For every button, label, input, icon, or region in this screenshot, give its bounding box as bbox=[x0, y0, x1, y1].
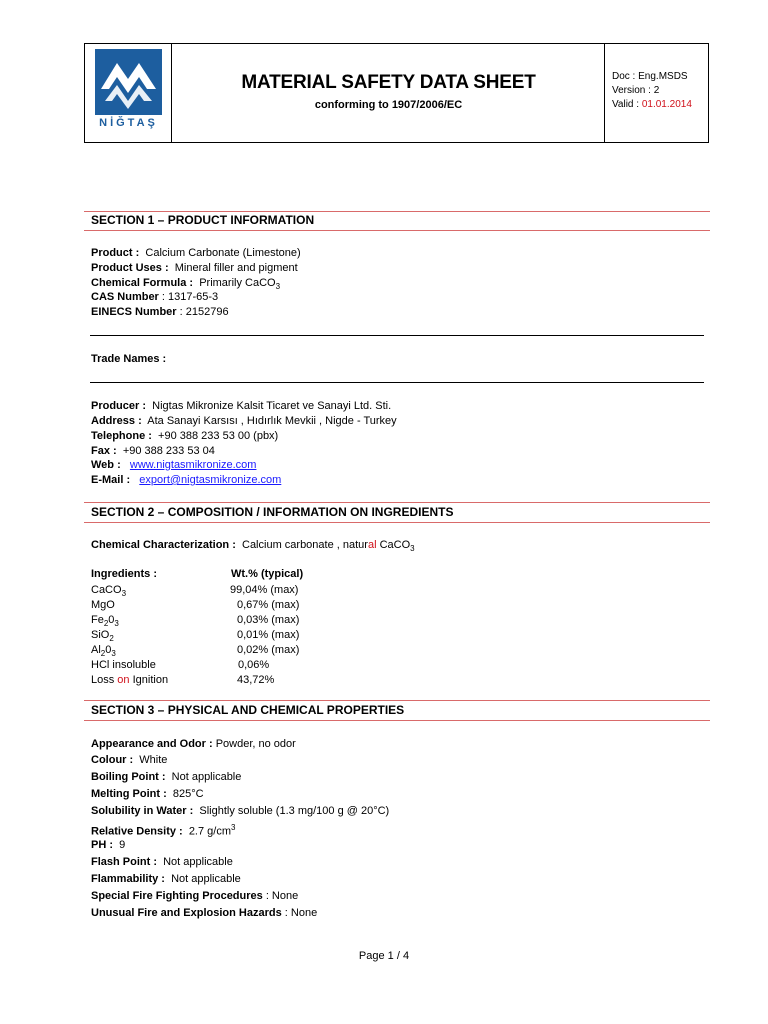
ingredient-value: 0,67% (max) bbox=[237, 599, 300, 611]
ingredient-value: 0,02% (max) bbox=[237, 644, 300, 656]
section2-top-rule bbox=[84, 502, 710, 503]
property-row: Colour : White bbox=[91, 754, 168, 766]
web-link[interactable]: www.nigtasmikronize.com bbox=[129, 459, 257, 471]
property-row: Boiling Point : Not applicable bbox=[91, 771, 242, 783]
logo-cell bbox=[85, 44, 172, 142]
cas-number-row: CAS Number : 1317-65-3 bbox=[91, 291, 219, 303]
email-row: E-Mail : export@nigtasmikronize.com bbox=[91, 474, 282, 486]
page-subtitle: conforming to 1907/2006/EC bbox=[314, 99, 463, 111]
product-row: Product : Calcium Carbonate (Limestone) bbox=[91, 247, 301, 259]
address-row: Address : Ata Sanayi Karsısı , Hıdırlık Mevkii , Nigde - Turkey bbox=[91, 415, 397, 427]
ingredient-name: $Al_20_3$ bbox=[91, 644, 116, 659]
telephone-row: Telephone : +90 388 233 53 00 (pbx) bbox=[91, 430, 279, 442]
einecs-number-row: EINECS Number : 2152796 bbox=[91, 306, 229, 318]
chemical-characterization-row: Chemical Characterization : Calcium carbonate , natural CaCO$_3$ bbox=[91, 539, 415, 554]
chemical-formula-row: Chemical Formula : Primarily CaCO$_3$ bbox=[91, 277, 281, 292]
property-row: Appearance and Odor : Powder, no odor bbox=[91, 738, 296, 750]
trade-names-row: Trade Names : bbox=[91, 353, 167, 365]
section3-top-rule bbox=[84, 700, 710, 701]
document-meta bbox=[604, 44, 708, 142]
fax-row: Fax : +90 388 233 53 04 bbox=[91, 445, 215, 457]
divider bbox=[90, 335, 704, 336]
page-number: Page 1 / 4 bbox=[358, 950, 410, 962]
product-uses-row: Product Uses : Mineral filler and pigment bbox=[91, 262, 298, 274]
logo-text: NİĞTAŞ bbox=[99, 117, 158, 129]
property-row: Melting Point : 825°C bbox=[91, 788, 204, 800]
section3-bottom-rule bbox=[84, 720, 710, 721]
ingredient-name: Loss on Ignition bbox=[91, 674, 169, 686]
property-row: PH : 9 bbox=[91, 839, 126, 851]
producer-row: Producer : Nigtas Mikronize Kalsit Ticaret ve Sanayi Ltd. Sti. bbox=[91, 400, 392, 412]
property-row: Flash Point : Not applicable bbox=[91, 856, 233, 868]
ingredient-name: SiO$_2$ bbox=[91, 629, 114, 644]
property-row: Relative Density : 2.7 $g/cm^3$ bbox=[91, 823, 236, 838]
doc-version: Version : 2 bbox=[612, 85, 660, 96]
wt-header: Wt.% (typical) bbox=[231, 568, 304, 580]
section1-top-rule bbox=[84, 211, 710, 212]
section3-heading: SECTION 3 – PHYSICAL AND CHEMICAL PROPERTIES bbox=[91, 703, 405, 717]
doc-valid: Valid : 01.01.2014 bbox=[612, 99, 692, 110]
logo-mark-icon bbox=[95, 49, 162, 115]
ingredient-name: $Fe_20_3$ bbox=[91, 614, 119, 629]
valid-date: 01.01.2014 bbox=[641, 99, 692, 110]
property-row: Unusual Fire and Explosion Hazards : None bbox=[91, 907, 318, 919]
ingredient-name: MgO bbox=[91, 599, 115, 611]
property-row: Flammability : Not applicable bbox=[91, 873, 241, 885]
section1-heading: SECTION 1 – PRODUCT INFORMATION bbox=[91, 213, 315, 227]
page-title: MATERIAL SAFETY DATA SHEET bbox=[241, 72, 536, 93]
ingredients-header: Ingredients : bbox=[91, 568, 158, 580]
ingredient-value: 0,01% (max) bbox=[237, 629, 300, 641]
section2-heading: SECTION 2 – COMPOSITION / INFORMATION ON INGREDIENTS bbox=[91, 505, 454, 519]
property-row: Solubility in Water : Slightly soluble (1.3 mg/100 g @ 20°C) bbox=[91, 805, 390, 817]
section1-bottom-rule bbox=[84, 230, 710, 231]
nigtas-logo bbox=[95, 49, 162, 115]
ingredient-value: 43,72% bbox=[237, 674, 275, 686]
property-row: Special Fire Fighting Procedures : None bbox=[91, 890, 299, 902]
ingredient-name: CaCO$_3$ bbox=[91, 584, 127, 599]
document-header bbox=[84, 43, 709, 143]
web-row: Web : www.nigtasmikronize.com bbox=[91, 459, 257, 471]
ingredient-value: 0,06% bbox=[238, 659, 270, 671]
ingredient-value: 99,04% (max) bbox=[230, 584, 299, 596]
ingredient-name: HCl insoluble bbox=[91, 659, 156, 671]
ingredient-value: 0,03% (max) bbox=[237, 614, 300, 626]
divider bbox=[90, 382, 704, 383]
email-link[interactable]: export@nigtasmikronize.com bbox=[139, 474, 282, 486]
doc-code: Doc : Eng.MSDS bbox=[612, 71, 688, 82]
section2-bottom-rule bbox=[84, 522, 710, 523]
